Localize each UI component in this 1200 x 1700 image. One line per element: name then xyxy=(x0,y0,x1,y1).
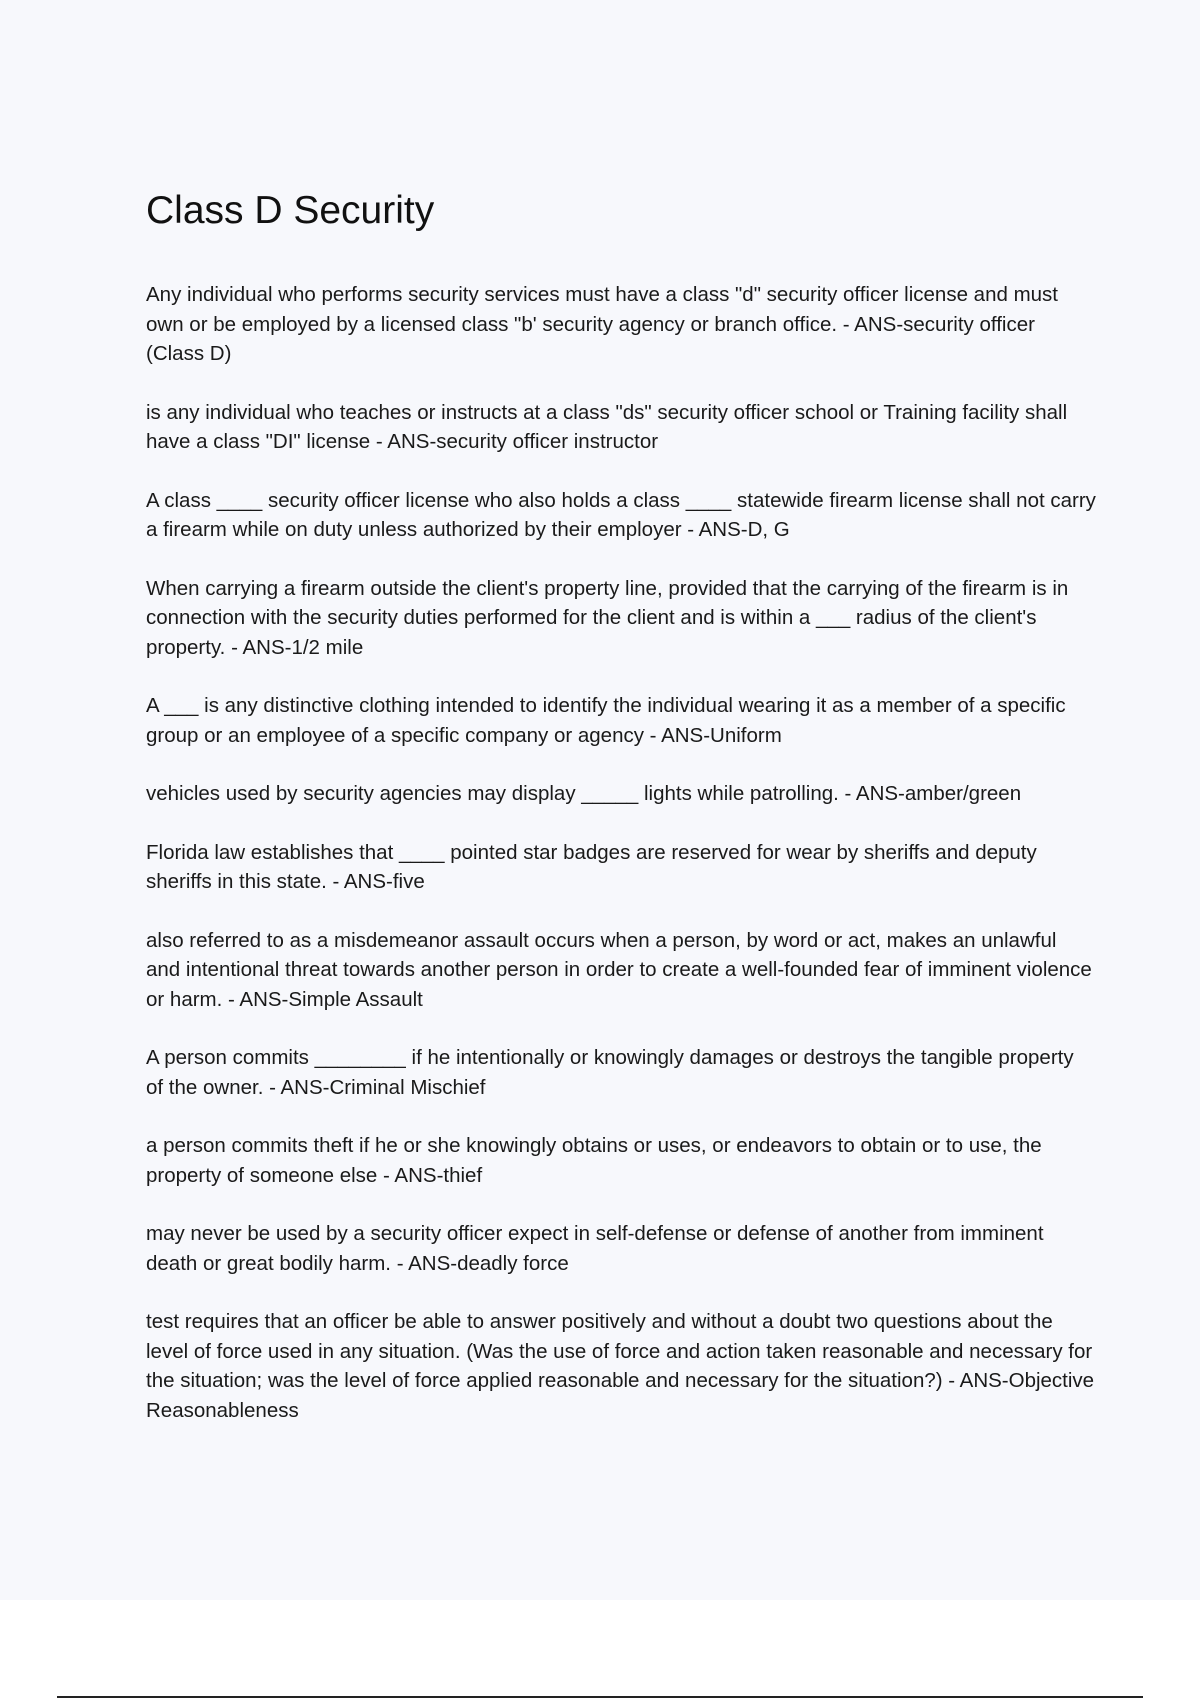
qa-item: A person commits ________ if he intentionally or knowingly damages or destroys the tangible property of the owner. - ANS-Criminal Mischief xyxy=(146,1046,1074,1099)
qa-item: may never be used by a security officer expect in self-defense or defense of another from imminent death or great bodily harm. - ANS-deadly force xyxy=(146,1222,1044,1275)
qa-item: A class ____ security officer license who also holds a class ____ statewide firearm license shall not carry a firearm while on duty unless authorized by their employer - ANS-D, G xyxy=(146,488,1096,541)
qa-item: When carrying a firearm outside the client's property line, provided that the carrying of the firearm is in connection with the security duties performed for the client and is within a ___ radius of the client's property. - ANS-1/2 mile xyxy=(146,576,1069,659)
qa-list xyxy=(146,280,1096,1425)
document-title: Class D Security xyxy=(146,189,435,232)
qa-item: Florida law establishes that ____ pointed star badges are reserved for wear by sheriffs and deputy sheriffs in this state. - ANS-five xyxy=(146,840,1037,893)
qa-item: test requires that an officer be able to answer positively and without a doubt two questions about the level of force used in any situation. (Was the use of force and action taken reasonable and necessary for the situation; was the level of force applied reasonable and necessary for the situation?) - ANS-Objective Reasonableness xyxy=(146,1310,1095,1422)
qa-item: also referred to as a misdemeanor assault occurs when a person, by word or act, makes an unlawful and intentional threat towards another person in order to create a well-founded fear of imminent violence or harm. - ANS-Simple Assault xyxy=(146,928,1092,1011)
footer-divider xyxy=(57,1696,1143,1698)
qa-item: Any individual who performs security services must have a class "d" security officer license and must own or be employed by a licensed class "b' security agency or branch office. - ANS-security officer (Class D) xyxy=(146,283,1058,365)
qa-item: vehicles used by security agencies may display _____ lights while patrolling. - ANS-amber/green xyxy=(146,782,1022,805)
qa-item: a person commits theft if he or she knowingly obtains or uses, or endeavors to obtain or to use, the property of someone else - ANS-thief xyxy=(146,1134,1042,1187)
qa-item: is any individual who teaches or instructs at a class "ds" security officer school or Training facility shall have a class "DI" license - ANS-security officer instructor xyxy=(146,400,1068,453)
document-content xyxy=(146,183,1096,1454)
qa-item: A ___ is any distinctive clothing intended to identify the individual wearing it as a member of a specific group or an employee of a specific company or agency - ANS-Uniform xyxy=(146,694,1066,747)
